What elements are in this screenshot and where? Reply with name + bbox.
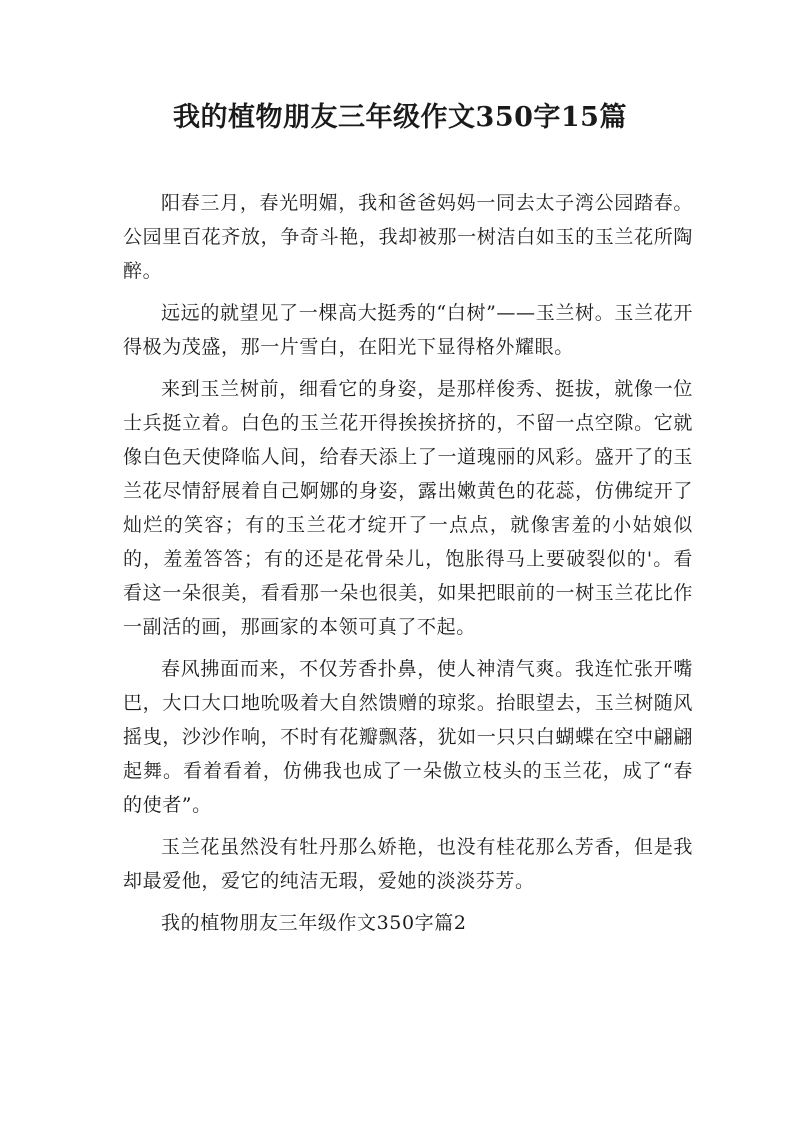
section-heading-2: 我的植物朋友三年级作文350字篇2 [161,912,467,934]
paragraph-2: 远远的就望见了一棵高大挺秀的“白树”——玉兰树。玉兰花开得极为茂盛，那一片雪白，在阳光下显得格外耀眼。 [123,302,693,358]
paragraph-1: 阳春三月，春光明媚，我和爸爸妈妈一同去太子湾公园踏春。公园里百花齐放，争奇斗艳，我却被那一树洁白如玉的玉兰花所陶醉。 [123,192,693,282]
paragraph-5: 玉兰花虽然没有牡丹那么娇艳，也没有桂花那么芳香，但是我却最爱他，爱它的纯洁无瑕，爱她的淡淡芬芳。 [123,836,693,892]
paragraph-4: 春风拂面而来，不仅芳香扑鼻，使人神清气爽。我连忙张开嘴巴，大口大口地吮吸着大自然馈赠的琼浆。抬眼望去，玉兰树随风摇曳，沙沙作响，不时有花瓣飘落，犹如一只只白蝴蝶在空中翩翩起舞。看着看着，仿佛我也成了一朵傲立枝头的玉兰花，成了“春的使者”。 [123,658,693,816]
paragraph-3: 来到玉兰树前，细看它的身姿，是那样俊秀、挺拔，就像一位士兵挺立着。白色的玉兰花开得挨挨挤挤的，不留一点空隙。它就像白色天使降临人间，给春天添上了一道瑰丽的风彩。盛开了的玉兰花尽情舒展着自己婀娜的身姿，露出嫩黄色的花蕊，仿佛绽开了灿烂的笑容；有的玉兰花才绽开了一点点，就像害羞的小姑娘似的，羞羞答答；有的还是花骨朵儿，饱胀得马上要破裂似的'。看看这一朵很美，看看那一朵也很美，如果把眼前的一树玉兰花比作一副活的画，那画家的本领可真了不起。 [123,378,693,638]
document-title: 我的植物朋友三年级作文350字15篇 [173,102,627,133]
document-body [123,186,693,948]
